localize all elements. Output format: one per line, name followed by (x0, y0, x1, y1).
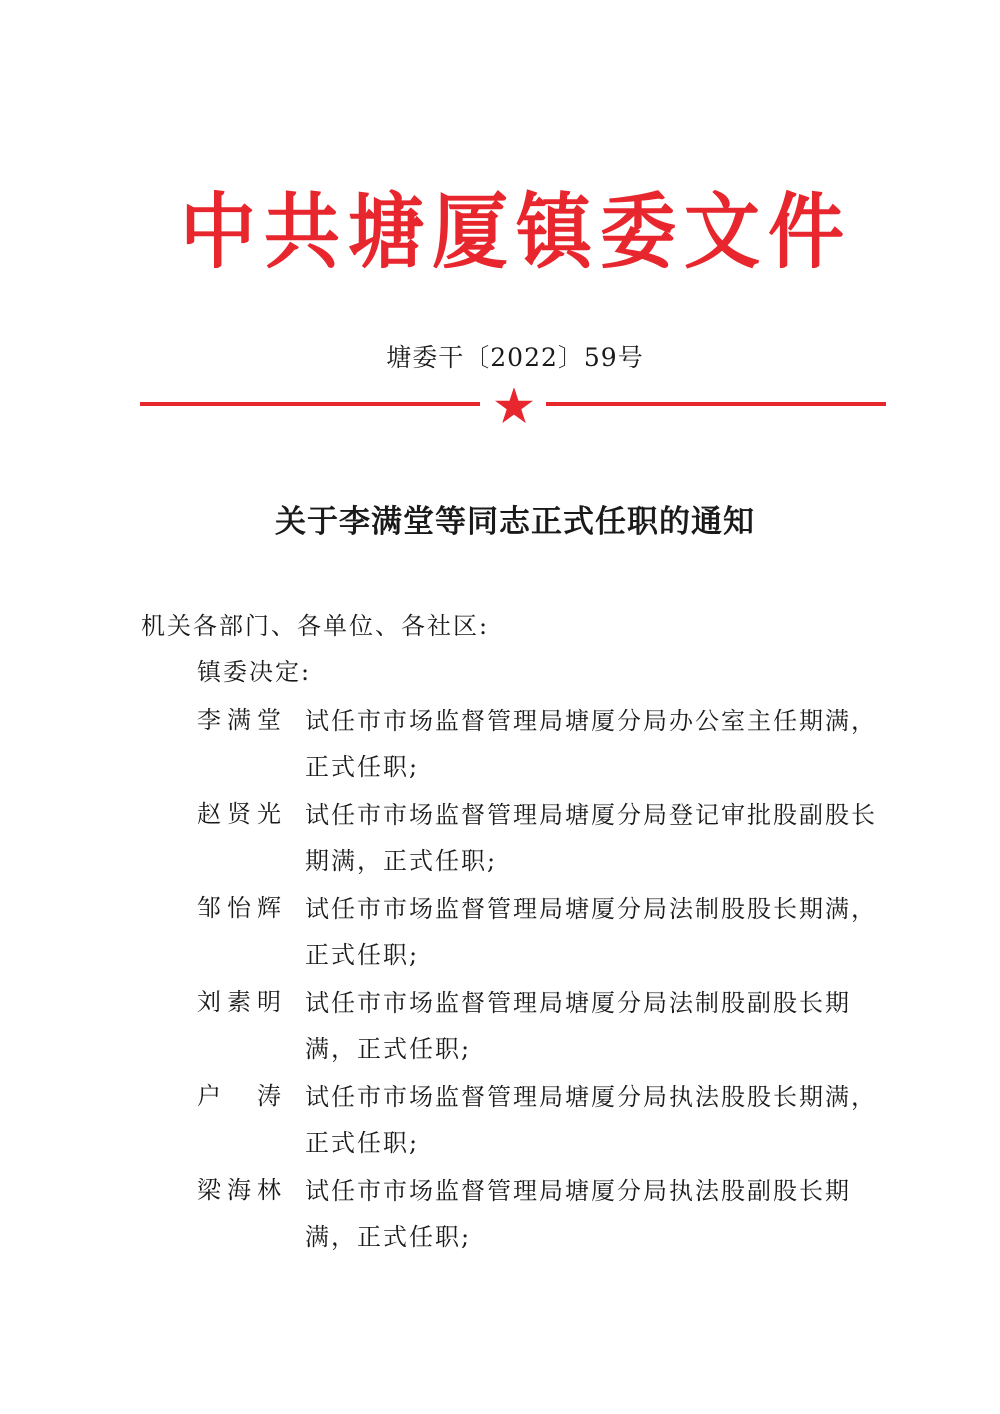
star-icon (495, 388, 533, 423)
appointee-name: 赵贤光 (197, 800, 281, 828)
appointment-text: 试任市市场监督管理局塘厦分局执法股股长期满，正式任职; (305, 1083, 877, 1157)
appointment-item (197, 1074, 897, 1168)
divider-line-left (140, 402, 480, 406)
appointment-text: 试任市市场监督管理局塘厦分局登记审批股副股长期满，正式任职; (305, 801, 877, 875)
appointment-list (197, 698, 897, 1262)
decision-intro: 镇委决定: (197, 658, 312, 686)
appointment-text: 试任市市场监督管理局塘厦分局法制股股长期满，正式任职; (305, 895, 877, 969)
appointment-item (197, 792, 897, 886)
salutation: 机关各部门、各单位、各社区: (141, 612, 490, 640)
appointment-item (197, 698, 897, 792)
appointment-text: 试任市市场监督管理局塘厦分局执法股副股长期满，正式任职; (305, 1177, 851, 1251)
red-divider (140, 388, 886, 428)
appointee-name: 刘素明 (197, 988, 281, 1016)
appointee-name: 梁海林 (197, 1176, 281, 1204)
appointment-text: 试任市市场监督管理局塘厦分局办公室主任期满，正式任职; (305, 707, 877, 781)
appointment-item (197, 886, 897, 980)
appointment-item (197, 1168, 897, 1262)
divider-line-right (546, 402, 886, 406)
notice-title: 关于李满堂等同志正式任职的通知 (275, 504, 755, 540)
appointee-name: 李满堂 (197, 706, 281, 734)
appointee-name: 邹怡辉 (197, 894, 281, 922)
appointee-name: 户 涛 (197, 1082, 281, 1110)
document-header-title: 中共塘厦镇委文件 (180, 183, 852, 280)
document-number: 塘委干〔2022〕59号 (386, 343, 644, 372)
appointment-text: 试任市市场监督管理局塘厦分局法制股副股长期满，正式任职; (305, 989, 851, 1063)
appointment-item (197, 980, 897, 1074)
